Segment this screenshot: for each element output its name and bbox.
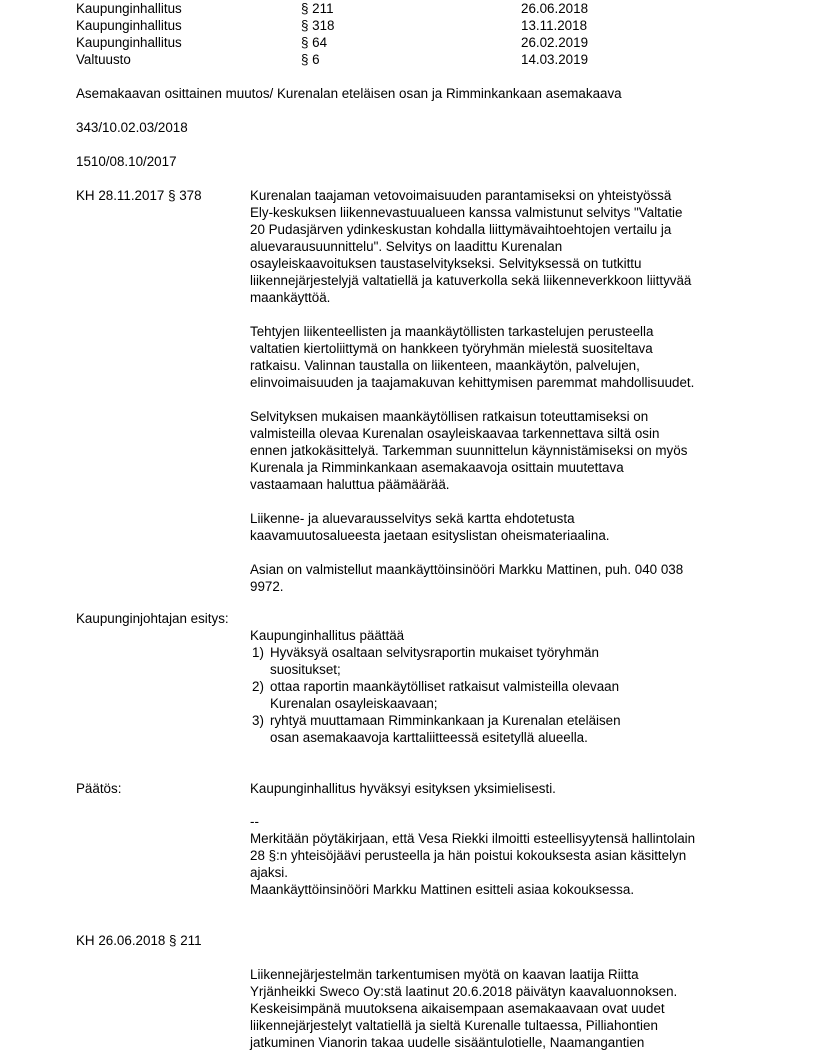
list-number: 2): [252, 679, 264, 694]
history-date: 26.02.2019: [521, 35, 589, 50]
list-line: suositukset;: [270, 662, 341, 677]
paragraph: [250, 966, 750, 1051]
paragraph-line: maankäyttöä.: [250, 290, 331, 305]
paragraph-line: liikennejärjestelyt valtatiellä ja sieltä Kurenalle tultaessa, Pilliahontien: [250, 1018, 658, 1033]
paragraph-line: ennen jatkokäsittelyä. Tarkemman suunnittelun käynnistämiseksi on myös: [250, 443, 688, 458]
paragraph-line: 9972.: [250, 579, 284, 594]
paragraph-line: osayleiskaavoituksen taustaselvitykseksi. Selvityksessä on tutkittu: [250, 256, 642, 271]
proposal-label: Kaupunginjohtajan esitys:: [76, 611, 229, 626]
paragraph-line: 20 Pudasjärven ydinkeskustan kohdalla liittymävaihtoehtojen vertailu ja: [250, 222, 672, 237]
history-date: 13.11.2018: [521, 18, 588, 33]
history-row: [76, 51, 756, 68]
list-number: 3): [252, 713, 264, 728]
history-section: § 318: [301, 18, 335, 33]
list-item: [250, 678, 750, 712]
paragraph-line: vastaamaan haluttua päämäärää.: [250, 477, 450, 492]
decision-notes: [250, 813, 750, 898]
history-body: Kaupunginhallitus: [76, 35, 182, 50]
list-line: Kurenalan osayleiskaavaan;: [270, 696, 438, 711]
paragraph-line: Yrjänheikki Sweco Oy:stä laatinut 20.6.2018 päivätyn kaavaluonnoksen.: [250, 984, 678, 999]
paragraph: [250, 323, 750, 391]
list-line: osan asemakaavoja karttaliitteessä esitetyllä alueella.: [270, 730, 588, 745]
paragraph-line: aluevarausuunnittelu". Selvitys on laadittu Kurenalan: [250, 239, 563, 254]
case-number: 1510/08.10/2017: [76, 154, 177, 169]
list-number: 1): [252, 645, 264, 660]
history-section: § 211: [301, 1, 334, 16]
history-body: Kaupunginhallitus: [76, 18, 182, 33]
decision-text: [250, 780, 750, 797]
list-item: [250, 644, 750, 678]
list-line: ryhtyä muuttamaan Rimminkankaan ja Kurenalan eteläisen: [270, 713, 621, 728]
paragraph-line: Liikenne- ja aluevarausselvitys sekä kartta ehdotetusta: [250, 511, 575, 526]
paragraph-line: Merkitään pöytäkirjaan, että Vesa Riekki ilmoitti esteellisyytensä hallintolain: [250, 831, 696, 846]
paragraph-line: kaavamuutosalueesta jaetaan esityslistan oheismateriaalina.: [250, 528, 610, 543]
paragraph-line: jatkuminen Vianorin takaa uudelle sisääntulotielle, Naamangantien: [250, 1035, 645, 1050]
paragraph-line: valtatien kiertoliittymä on hankkeen työryhmän mielestä suositeltava: [250, 341, 653, 356]
paragraph-line: Maankäyttöinsinööri Markku Mattinen esitteli asiaa kokouksessa.: [250, 882, 635, 897]
paragraph-line: Selvityksen mukaisen maankäytöllisen ratkaisun toteuttamiseksi on: [250, 409, 649, 424]
paragraph-line: Tehtyjen liikenteellisten ja maankäytöllisten tarkastelujen perusteella: [250, 324, 654, 339]
document-title: Asemakaavan osittainen muutos/ Kurenalan eteläisen osan ja Rimminkankaan asemakaava: [76, 86, 622, 101]
dash-separator: --: [250, 814, 259, 829]
paragraph-line: 28 §:n yhteisöjäävi perusteella ja hän poistui kokouksesta asian käsittelyn: [250, 848, 687, 863]
history-body: Kaupunginhallitus: [76, 1, 182, 16]
list-line: ottaa raportin maankäytölliset ratkaisut valmisteilla olevaan: [270, 679, 620, 694]
history-section: § 64: [301, 35, 328, 50]
paragraph-line: Ely-keskuksen liikennevastuualueen kanssa valmistunut selvitys "Valtatie: [250, 205, 683, 220]
paragraph-line: Keskeisimpänä muutoksena aikaisempaan asemakaavaan ovat uudet: [250, 1001, 665, 1016]
paragraph-line: Asian on valmistellut maankäyttöinsinööri Markku Mattinen, puh. 040 038: [250, 562, 684, 577]
paragraph-line: valmisteilla olevaa Kurenalan osayleiskaavaa tarkennettava siltä osin: [250, 426, 660, 441]
paragraph-line: Kurenalan taajaman vetovoimaisuuden parantamiseksi on yhteistyössä: [250, 188, 672, 203]
paragraph-line: ajaksi.: [250, 865, 288, 880]
paragraph-line: liikennejärjestelyjä valtatiellä ja katuverkolla sekä liikenneverkkoon liittyvää: [250, 273, 692, 288]
proposal-list: [250, 627, 750, 746]
history-row: [76, 0, 756, 17]
history-row: [76, 17, 756, 34]
decision-label: Päätös:: [76, 781, 122, 796]
record-number: 343/10.02.03/2018: [76, 120, 188, 135]
history-section: § 6: [301, 52, 320, 67]
paragraph-line: ratkaisu. Valinnan taustalla on liikenteen, maankäytön, palvelujen,: [250, 358, 640, 373]
list-item: [250, 712, 750, 746]
paragraph-line: Liikennejärjestelmän tarkentumisen myötä on kaavan laatija Riitta: [250, 967, 639, 982]
paragraph: [250, 187, 750, 306]
paragraph-line: elinvoimaisuuden ja taajamakuvan kehittymisen paremmat mahdollisuudet.: [250, 375, 695, 390]
history-date: 14.03.2019: [521, 52, 589, 67]
meeting-label: KH 28.11.2017 § 378: [76, 188, 202, 203]
proposal-heading: Kaupunginhallitus päättää: [250, 628, 405, 643]
paragraph: [250, 408, 750, 493]
history-date: 26.06.2018: [521, 1, 589, 16]
meeting-label: KH 26.06.2018 § 211: [76, 933, 202, 948]
paragraph-line: Kaupunginhallitus hyväksyi esityksen yksimielisesti.: [250, 781, 556, 796]
history-row: [76, 34, 756, 51]
list-line: Hyväksyä osaltaan selvitysraportin mukaiset työryhmän: [270, 645, 599, 660]
paragraph: [250, 561, 750, 595]
paragraph: [250, 510, 750, 544]
paragraph-line: Kurenala ja Rimminkankaan asemakaavoja osittain muutettava: [250, 460, 624, 475]
history-body: Valtuusto: [76, 52, 131, 67]
